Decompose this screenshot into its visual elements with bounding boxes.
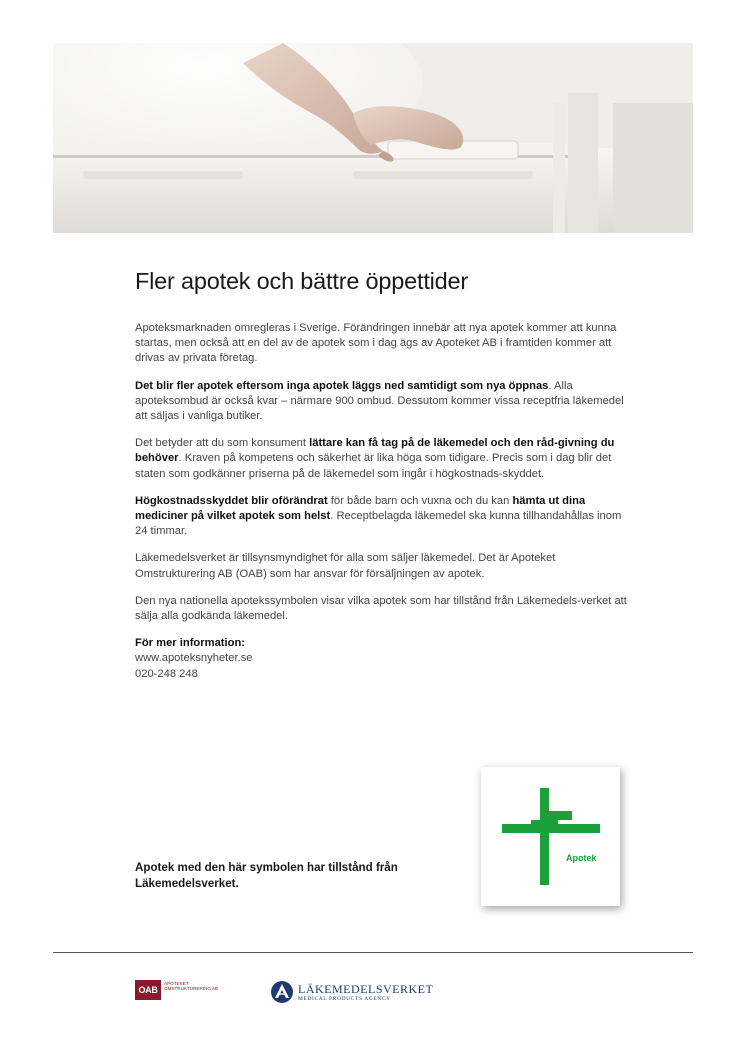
paragraph-4 xyxy=(135,494,635,540)
paragraph-3-text: . Kraven på kompetens och säkerhet är lika höga som tidigare. Precis som i dag blir det staten som godkänner priserna på de läkemedel som ingår i högkostnads-skyddet. xyxy=(135,452,612,480)
oab-text: APOTEKET OMSTRUKTURERING AB xyxy=(164,981,219,992)
paragraph-6: Den nya nationella apotekssymbolen visar vilka apotek som har tillstånd från Läkemedels-verket att sälja alla godkända läkemedel. xyxy=(135,594,627,623)
paragraph-4-bold-1: Högkostnadsskyddet blir oförändrat xyxy=(135,494,328,507)
paragraph-3-text-start: Det betyder att du som konsument xyxy=(135,437,310,450)
page-title: Fler apotek och bättre öppettider xyxy=(135,268,469,294)
paragraph-4-text-mid: för både barn och vuxna och du kan xyxy=(327,494,513,507)
paragraph-5: Läkemedelsverket är tillsynsmyndighet för alla som säljer läkemedel. Det är Apoteket Omstrukturering AB (OAB) som har ansvar för försäljningen av apotek. xyxy=(135,552,556,580)
paragraph-2 xyxy=(135,379,635,425)
info-phone: 020-248 248 xyxy=(135,667,198,680)
paragraph-4-bold-2: hämta ut dina mediciner på vilket apotek som helst xyxy=(135,494,586,523)
info-heading: För mer information: xyxy=(135,637,246,650)
paragraph-3 xyxy=(135,436,635,482)
symbol-caption: Apotek med den här symbolen har tillstånd från Läkemedelsverket. xyxy=(135,861,398,890)
footer-divider xyxy=(53,952,693,953)
paragraph-2-text: . Alla apoteksombud är också kvar – närmare 900 ombud. Dessutom kommer vissa receptfria läkemedel att säljas i vanliga butiker. xyxy=(135,379,624,423)
lmv-name: LÄKEMEDELSVERKET xyxy=(298,981,434,996)
oab-logo xyxy=(135,980,234,1000)
hero-photo xyxy=(53,43,693,233)
paragraph-3-bold: lättare kan få tag på de läkemedel och den råd-givning du behöver xyxy=(135,437,615,465)
apotek-symbol-card xyxy=(481,767,620,906)
oab-mark: OAB xyxy=(135,980,161,1000)
lmv-subtitle: MEDICAL PRODUCTS AGENCY xyxy=(298,995,391,1002)
apotek-cross-icon xyxy=(481,767,620,906)
paragraph-2-bold: Det blir fler apotek eftersom inga apotek läggs ned samtidigt som nya öppnas xyxy=(135,379,549,392)
info-website-link[interactable]: www.apoteksnyheter.se xyxy=(135,652,253,665)
contact-info xyxy=(135,636,635,682)
lakemedelsverket-emblem-icon xyxy=(270,980,294,1004)
article xyxy=(135,268,635,682)
paragraph-4-text: . Receptbelagda läkemedel ska kunna tillhandahållas inom 24 timmar. xyxy=(135,510,622,538)
apotek-label: Apotek xyxy=(566,853,597,863)
paragraph-1: Apoteksmarknaden omregleras i Sverige. Förändringen innebär att nya apotek kommer att kunna startas, men också att en del av de apotek som i dag ägs av Apoteket AB i framtiden kommer att drivas av privata företag. xyxy=(135,322,617,365)
lakemedelsverket-logo xyxy=(270,980,433,1004)
